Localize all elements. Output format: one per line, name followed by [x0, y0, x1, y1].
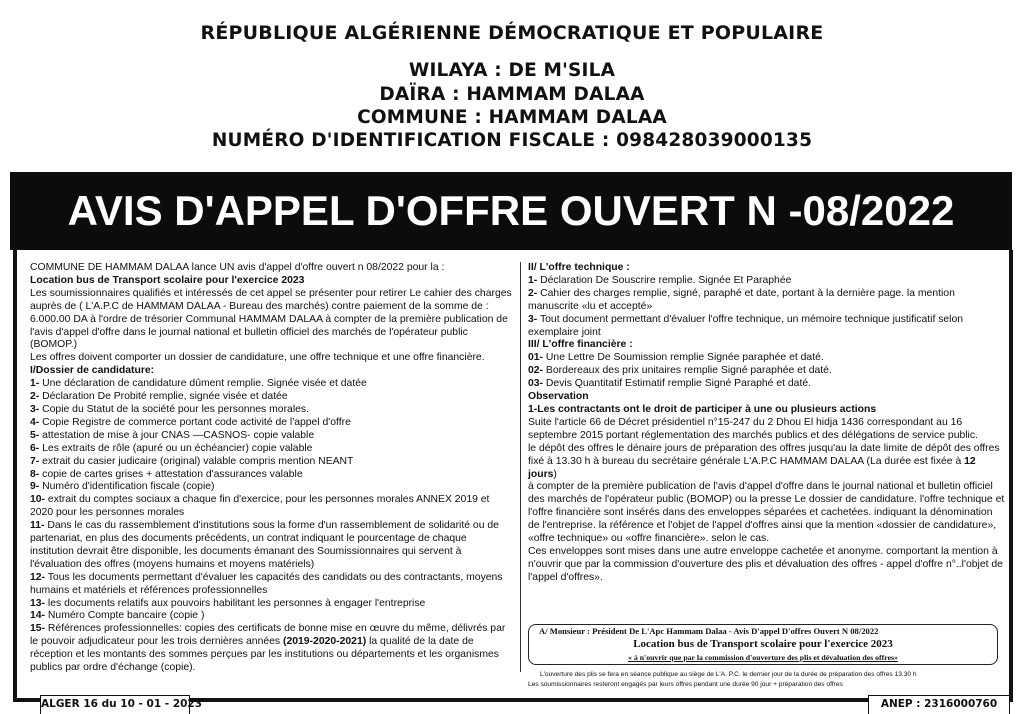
- list-item: 12- Tous les documents permettant d'évaluer les capacités des candidats ou des contractants, moyens humains et matériels et références professionnelles: [30, 571, 503, 596]
- list-item: 3- Tout document permettant d'évaluer l'offre technique, un mémoire technique justificatif selon exemplaire joint: [528, 313, 964, 338]
- withdrawal-paragraph: Les soumissionnaires qualifiés et intéressés de cet appel se présenter pour retirer Le cahier des charges auprès de ( L'A.P.C de HAMMAM DALAA - Bureau des marchés) contre paiement de la somme de : 6.000.00 DA à l'ordre de trésorier Communal HAMMAM DALAA à compter de la première publication de l'avis d'appel d'offre dans le journal national et bulletin officiel des marchés de l'opérateur public (BOMOP.): [30, 287, 512, 351]
- opening-note: L'ouverture des plis se fera en séance publique au siège de L'A. P.C. le dernier jour de la durée de préparation des offres 13.30 h: [540, 671, 917, 678]
- offers-paragraph: Les offres doivent comporter un dossier de candidature, une offre technique et une offre financière.: [30, 352, 485, 364]
- list-item: 7- extrait du casier judicaire (original) valable compris mention NEANT: [30, 455, 354, 467]
- envelope-addressee: A/ Monsieur : Président De L'Apc Hammam Dalaa - Avis D'appel D'offres Ouvert N 08/2022: [539, 626, 879, 637]
- intro: COMMUNE DE HAMMAM DALAA lance UN avis d'appel d'offre ouvert n 08/2022 pour la :: [30, 262, 445, 273]
- list-item: 01- Une Lettre De Soumission remplie Signée paraphée et daté.: [528, 352, 824, 364]
- list-item: 6- Les extraits de rôle (apuré ou un échéancier) copie valable: [30, 442, 313, 454]
- observation-heading: 1-Les contractants ont le droit de participer à une ou plusieurs actions: [528, 403, 877, 415]
- envelope-mention: « à n'ouvrir que par la commission d'ouverture des plis et dévaluation des offres»: [628, 652, 898, 662]
- list-item: 1- Déclaration De Souscrire remplie. Signée Et Paraphée: [528, 274, 792, 286]
- envelope-label: [528, 624, 998, 665]
- validity-note: Les soumissionnaires resteront engagés par leurs offres pendant une durée 90 jour + préparation des offres: [528, 681, 843, 688]
- list-item: 9- Numéro d'identification fiscale (copie): [30, 481, 215, 493]
- object: Location bus de Transport scolaire pour l'exercice 2023: [30, 274, 305, 286]
- republic-title: RÉPUBLIQUE ALGÉRIENNE DÉMOCRATIQUE ET POPULAIRE: [200, 22, 824, 44]
- anep-number: ANEP : 2316000760: [868, 695, 1010, 714]
- section-dossier: I/Dossier de candidature:: [30, 365, 155, 377]
- fiscal-id: NUMÉRO D'IDENTIFICATION FISCALE : 098428039000135: [211, 130, 813, 151]
- right-column: [528, 262, 1006, 690]
- section-observation: Observation: [528, 391, 589, 403]
- column-divider: [520, 262, 521, 672]
- list-item: 5- attestation de mise à jour CNAS —CASNOS- copie valable: [30, 429, 315, 441]
- list-item: 8- copie de cartes grises + attestation d'assurances valable: [30, 468, 303, 480]
- wilaya: WILAYA : DE M'SILA: [408, 60, 616, 81]
- list-item: 13- les documents relatifs aux pouvoirs habilitant les personnes à engager l'entreprise: [30, 597, 426, 609]
- observation-decree: Suite l'article 66 de Décret présidentiel n°15-247 du 2 Dhou El hidja 1436 correspondant au 16 septembre 2015 portant réglementation des marchés publics et des délégations de service public.: [528, 416, 978, 441]
- list-item: 03- Devis Quantitatif Estimatif remplie Signé Paraphé et daté.: [528, 378, 812, 390]
- list-item: 2- Cahier des charges remplie, signé, paraphé et date, portant à la dernière page. la mention manuscrite «lu et accepté»: [528, 287, 955, 312]
- list-item: 10- extrait du comptes sociaux a chaque fin d'exercice, pour les personnes morales ANNEX 2019 et 2020 pour les personnes morales: [30, 494, 490, 519]
- list-item: 02- Bordereaux des prix unitaires remplie Signé paraphée et daté.: [528, 365, 832, 377]
- list-item: 11- Dans le cas du rassemblement d'institutions sous la forme d'un rassemblement de solidarité ou de partenariat, en plus des documents précédents, un contrat indiquant le pourcentage de chaque institution devrait être disponible, les documents émanant des Soumissionnaires qui servent à l'évaluation des offres (moyens humains et moyens matériels): [30, 520, 499, 570]
- section-technique: II/ L'offre technique :: [528, 262, 630, 273]
- list-item: 2- Déclaration De Probité remplie, signée visée et datée: [30, 391, 288, 403]
- list-item: 4- Copie Registre de commerce portant code activité de l'appel d'offre: [30, 416, 351, 428]
- list-item: 1- Une déclaration de candidature dûment remplie. Signée visée et datée: [30, 378, 367, 390]
- commune: COMMUNE : HAMMAM DALAA: [357, 107, 667, 128]
- list-item: 15- Références professionnelles: copies des certificats de bonne mise en œuvre du même, délivrés par le pouvoir adjudicateur pour les trois dernières années (2019-2020-2021) la qualité de la date de réception et les montants des sommes perçues par les institutions ou départements et les organismes publics par ordre d'échange (copie).: [30, 623, 506, 674]
- left-column: [30, 262, 512, 675]
- daira: DAÏRA : HAMMAM DALAA: [379, 84, 645, 105]
- section-financiere: III/ L'offre financière :: [528, 339, 633, 351]
- list-item: 14- Numéro Compte bancaire (copie ): [30, 610, 205, 622]
- publication-date: ALGER 16 du 10 - 01 - 2023: [40, 695, 190, 714]
- list-item: 3- Copie du Statut de la société pour les personnes morales.: [30, 403, 309, 415]
- observation-outer-envelope: Ces enveloppes sont mises dans une autre enveloppe cachetée et anonyme. comportant la mention à n'ouvrir que par la commission d'ouverture des plis et dévaluation des offres - appel d'offre n°..l'objet de l'appel d'offres».: [528, 545, 1003, 583]
- notice-banner: AVIS D'APPEL D'OFFRE OUVERT N -08/2022: [10, 172, 1012, 250]
- observation-envelopes: à compter de la première publication de l'avis d'appel d'offre dans le journal national et bulletin officiel des marchés de l'opérateur public (BOMOP) ou la presse Le dossier de candidature. l'offre technique et l'offre financière sont insérés dans des enveloppes séparées et cachetées. indiquant la dénomination de l'entreprise. la référence et l'objet de l'appel d'offres ainsi que la mention «dossier de candidature», «offre technique» ou «offre financière». selon le cas.: [528, 481, 1005, 545]
- envelope-object: Location bus de Transport scolaire pour l'exercice 2023: [633, 638, 893, 651]
- observation-deposit: le dépôt des offres le dénaire jours de préparation des offres jusqu'au la date limite de dépôt des offres fixé à 13.30 h à bureau du secrétaire générale L'A.P.C HAMMAM DALAA (La durée est fixée à 12 jours): [528, 442, 1000, 480]
